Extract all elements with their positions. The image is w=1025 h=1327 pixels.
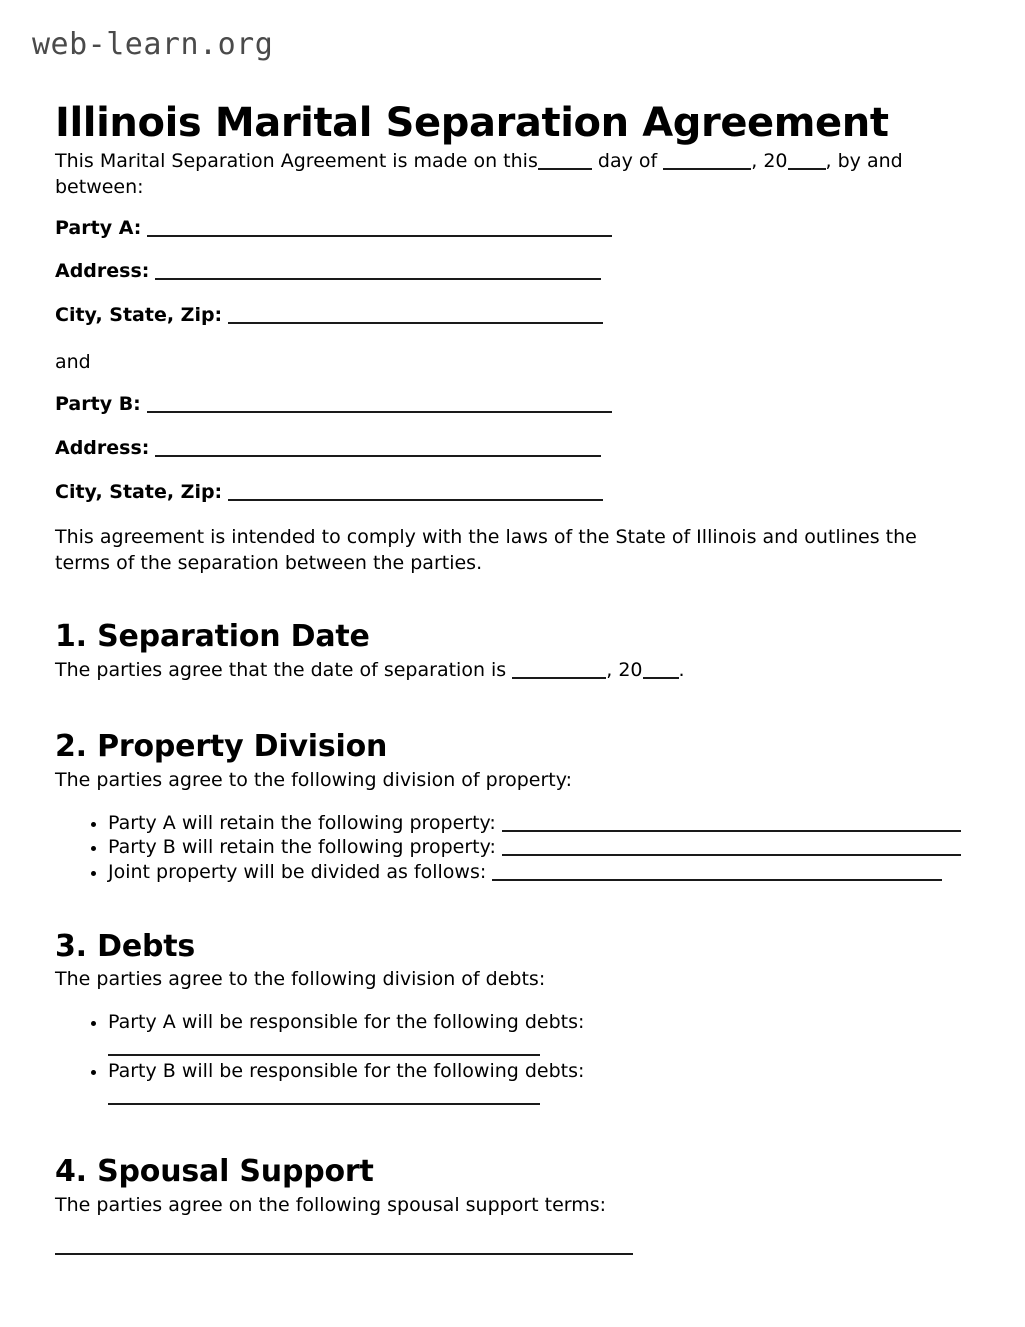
intro-text-before-day: This Marital Separation Agreement is made on this xyxy=(55,150,538,172)
party-a-city-label: City, State, Zip: xyxy=(55,304,223,326)
list-item xyxy=(55,835,961,859)
intro-text-by-and-between: , by and between: xyxy=(55,150,903,199)
party-a-debts-line xyxy=(108,1035,584,1060)
party-b-city-label: City, State, Zip: xyxy=(55,481,223,503)
compliance-paragraph: This agreement is intended to comply with the laws of the State of Illinois and outlines the terms of the separation between the parties. xyxy=(55,526,917,575)
party-a-name-input[interactable] xyxy=(147,235,612,237)
party-a-debts-input[interactable] xyxy=(108,1054,540,1056)
debts-intro: The parties agree to the following division of debts: xyxy=(55,968,546,990)
separation-date-text-mid: , 20 xyxy=(606,659,643,681)
party-b-address-label: Address: xyxy=(55,437,150,459)
debts-bullet-label-a: Party A will be responsible for the following debts: xyxy=(108,1011,585,1033)
section-heading-debts: 3. Debts xyxy=(55,928,196,964)
list-item xyxy=(55,860,961,884)
property-division-intro: The parties agree to the following division of property: xyxy=(55,769,573,791)
party-b-debts-input[interactable] xyxy=(108,1103,540,1105)
party-b-city-input[interactable] xyxy=(228,499,603,501)
list-item xyxy=(55,811,961,835)
party-b-name-input[interactable] xyxy=(147,411,612,413)
and-connector: and xyxy=(55,351,91,373)
list-item xyxy=(55,1059,584,1108)
separation-date-text-start: The parties agree that the date of separation is xyxy=(55,659,507,681)
debts-list xyxy=(55,1010,584,1109)
spousal-support-input[interactable] xyxy=(55,1253,633,1255)
property-division-list xyxy=(55,811,961,884)
page-title: Illinois Marital Separation Agreement xyxy=(55,99,889,146)
party-a-name-label: Party A: xyxy=(55,217,142,239)
party-a-address-input[interactable] xyxy=(155,278,601,280)
section-heading-spousal-support: 4. Spousal Support xyxy=(55,1153,374,1189)
day-blank[interactable] xyxy=(538,168,592,170)
year-blank[interactable] xyxy=(788,168,826,170)
party-a-city-row xyxy=(55,304,603,327)
property-bullet-label-joint: Joint property will be divided as follows: xyxy=(108,860,487,883)
party-a-name-row xyxy=(55,217,612,240)
property-bullet-label-b: Party B will retain the following property: xyxy=(108,836,496,859)
separation-date-sentence xyxy=(55,657,960,683)
party-a-address-row xyxy=(55,260,601,283)
party-b-name-label: Party B: xyxy=(55,393,141,415)
property-bullet-label-a: Party A will retain the following property: xyxy=(108,812,496,834)
month-blank[interactable] xyxy=(663,168,751,170)
separation-date-text-end: . xyxy=(678,659,685,681)
separation-year-blank[interactable] xyxy=(643,677,679,679)
party-a-property-input[interactable] xyxy=(502,830,961,832)
site-logo: web-learn.org xyxy=(32,27,274,62)
party-b-debts-line xyxy=(108,1084,584,1109)
party-a-address-label: Address: xyxy=(55,260,150,282)
party-b-address-input[interactable] xyxy=(155,455,601,457)
intro-text-comma-20: , 20 xyxy=(751,150,788,172)
joint-property-input[interactable] xyxy=(492,879,942,881)
section-heading-separation-date: 1. Separation Date xyxy=(55,618,370,654)
intro-paragraph xyxy=(55,148,960,200)
party-b-address-row xyxy=(55,437,601,460)
debts-bullet-label-b: Party B will be responsible for the following debts: xyxy=(108,1060,585,1083)
spousal-support-intro: The parties agree on the following spousal support terms: xyxy=(55,1194,607,1216)
list-item xyxy=(55,1010,584,1059)
party-b-property-input[interactable] xyxy=(502,854,961,856)
party-b-city-row xyxy=(55,481,603,504)
intro-text-day-of: day of xyxy=(597,150,658,172)
separation-date-blank[interactable] xyxy=(512,677,606,679)
party-b-name-row xyxy=(55,393,612,416)
section-heading-property-division: 2. Property Division xyxy=(55,728,388,764)
party-a-city-input[interactable] xyxy=(228,322,603,324)
